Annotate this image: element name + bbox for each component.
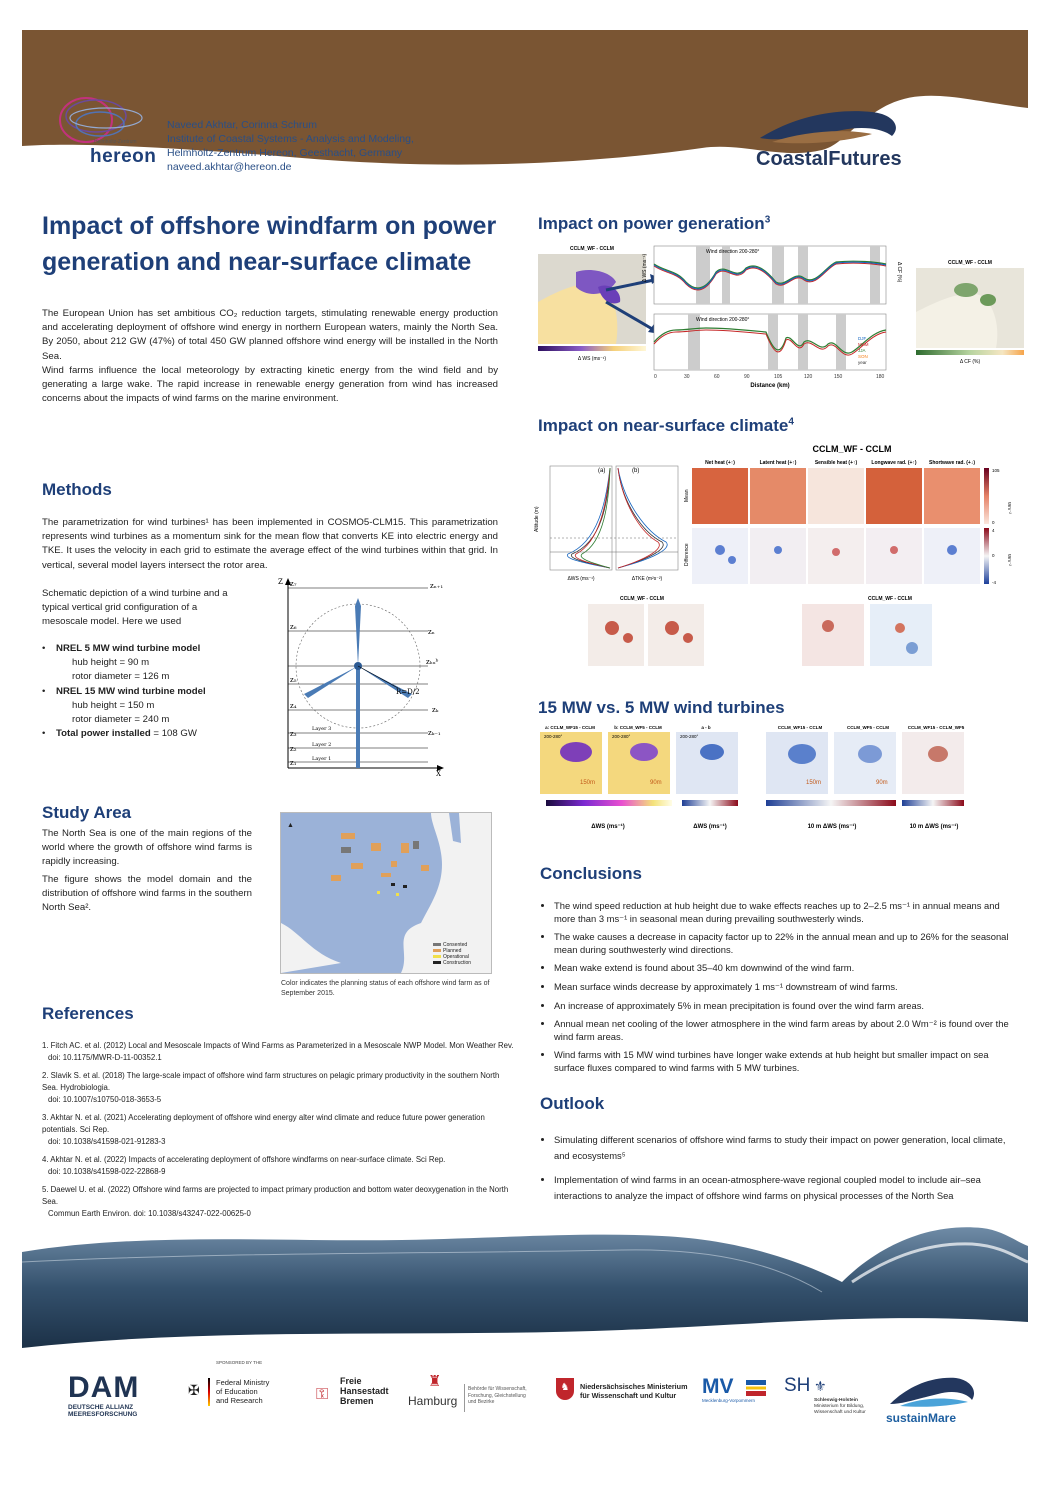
mv-subtitle: Mecklenburg-Vorpommern <box>702 1398 756 1403</box>
cmp-title-r1: CCLM_WF15 - CCLM <box>777 725 823 730</box>
xtick: 120 <box>804 374 813 380</box>
methods-paragraph: The parametrization for wind turbines¹ has been implemented in COSMO5-CLM15. This parametrization represents wind turbines as a momentum sink for the mean flow that converts KE into electric energy and TKE. It uses the velocity in each grid to estimate the average effect of the wind turbines within that grid. In vertical, several model layers intersect the rotor area. <box>42 517 498 571</box>
reference-item <box>42 1184 517 1220</box>
bremen-line: Hansestadt <box>340 1386 389 1396</box>
xtick: 0 <box>654 374 657 380</box>
nrel5-item: • NREL 5 MW wind turbine model <box>42 643 201 654</box>
zn-label: zₙ <box>428 628 435 636</box>
diff-unit: Wm⁻² <box>1007 554 1012 566</box>
outlook-list <box>540 1132 1020 1212</box>
mv-logo <box>702 1376 755 1403</box>
reference-doi[interactable]: doi: 10.1007/s10750-018-3653-5 <box>48 1095 162 1104</box>
power-wind-dir-bottom: Wind direction 200-280° <box>696 317 750 323</box>
map-caption: Color indicates the planning status of each offshore wind farm as of September 2015. <box>281 980 490 997</box>
cmp-title-r3: CCLM_WF15 - CCLM_WF5 <box>907 725 965 730</box>
nrel15-rotor: rotor diameter = 240 m <box>72 714 170 726</box>
power-heading-text: Impact on power generation <box>538 214 765 233</box>
zhub-label: zₕᵤᵇ <box>426 658 439 666</box>
profile-a-label: (a) <box>598 468 606 474</box>
power-cbar-label: Δ WS (ms⁻¹) <box>577 356 607 362</box>
lower-left-title: CCLM_WF - CCLM <box>620 596 664 602</box>
bmbf-line: and Research <box>216 1396 263 1405</box>
sponsored-by: SPONSORED BY THE <box>216 1360 263 1365</box>
cmp-hub-150-r: 150m <box>806 780 822 786</box>
climate-heading <box>538 416 794 436</box>
conclusions-heading: Conclusions <box>540 864 643 883</box>
z5-label: z₅ <box>290 676 297 684</box>
dam-subtitle-1: DEUTSCHE ALLIANZ <box>68 1404 134 1411</box>
z1-label: z₁ <box>290 759 297 767</box>
total-power-item: • Total power installed = 108 GW <box>42 728 197 740</box>
legend-consented: Consented <box>443 942 468 948</box>
cmp-dir-c: 200-280° <box>680 734 699 739</box>
layer3-label: Layer 3 <box>312 726 332 732</box>
bremen-text <box>340 1376 389 1406</box>
sh-wordmark: SH <box>784 1375 811 1396</box>
legend-planned: Planned <box>443 948 462 954</box>
col-sensible-heat: Sensible heat (+↑) <box>814 460 858 466</box>
cmp-title-a: a: CCLM_WF15 - CCLM <box>545 725 595 730</box>
outlook-heading: Outlook <box>540 1094 605 1113</box>
hereon-logo <box>56 90 156 170</box>
hereon-wordmark: hereon <box>90 146 157 167</box>
power-ylabel-right: Δ CF (%) <box>896 262 902 283</box>
bmbf-text <box>216 1378 269 1405</box>
reference-text: 5. Daewel U. et al. (2022) Offshore wind farms are projected to impact primary production and bottom water deoxygenation in the North Sea. <box>42 1185 509 1206</box>
hamburg-line: Behörde für Wissenschaft, <box>468 1386 527 1392</box>
compare-figure <box>536 722 1028 834</box>
sustainmare-wordmark: sustainMare <box>886 1411 957 1425</box>
xtick: 180 <box>876 374 885 380</box>
layer1-label: Layer 1 <box>312 756 332 762</box>
profile-b-xlabel: ΔTKE (m²s⁻²) <box>631 576 663 582</box>
row-mean: Mean <box>684 489 690 502</box>
diff-cbar-mid: 0 <box>992 553 995 558</box>
dam-wordmark: DAM <box>68 1371 140 1404</box>
xtick: 90 <box>744 374 750 380</box>
conclusion-item: • Wind farms with 15 MW wind turbines have longer wake extends at hub height but smaller impact on sea surface fluxes compared to wind farms with 5 MW turbines. <box>554 1049 1020 1074</box>
nrel5-label: NREL 5 MW wind turbine model <box>56 643 201 654</box>
diff-cbar-bottom: -4 <box>992 580 997 585</box>
flag-stripe <box>208 1378 210 1406</box>
cmp-hub-150: 150m <box>580 780 596 786</box>
zk1-label: zₖ₋₁ <box>428 729 441 737</box>
legend-year: year <box>858 360 867 365</box>
power-heading <box>538 214 770 234</box>
reference-item <box>42 1154 517 1178</box>
reference-text: 1. Fitch AC. et al. (2012) Local and Mesoscale Impacts of Wind Farms as Parameterized in a Mesoscale NWP Model. Mon Weather Rev. <box>42 1041 514 1050</box>
reference-item <box>42 1070 517 1106</box>
sh-line: Ministerium für Bildung, <box>814 1404 865 1409</box>
bmbf-line: of Education <box>216 1387 258 1396</box>
z4-label: z₄ <box>290 702 297 710</box>
coastalfutures-wordmark: CoastalFutures <box>756 148 902 170</box>
conclusion-item: • The wake causes a decrease in capacity factor up to 22% in the annual mean and up to 26% for the seasonal mean during southwesterly wind directions. <box>554 931 1020 956</box>
hamburg-divider <box>464 1384 465 1412</box>
map-north-icon: ▲ <box>287 822 294 829</box>
conclusion-item: • The wind speed reduction at hub height due to wake effects reaches up to 2–2.5 ms⁻¹ in annual means and more than 3 ms⁻¹ in seasonal mean during prevailing southwesterly winds. <box>554 900 1020 925</box>
ocean-wave-band <box>22 1222 1028 1348</box>
profile-ylabel: Altitude (m) <box>534 506 540 532</box>
layer2-label: Layer 2 <box>312 742 332 748</box>
xtick: 30 <box>684 374 690 380</box>
intro-paragraph-1: The European Union has set ambitious CO₂ reduction targets, stimulating renewable energy production and accelerating deployment of offshore wind energy in northern European waters, mainly the North Sea. By 2050, about 212 GW (47%) of total 450 GW planned offshore wind energy will be installed in the North Sea. <box>42 308 498 362</box>
zn1-label: zₙ₊₁ <box>430 582 444 590</box>
bmbf-logo <box>186 1360 276 1405</box>
legend-jja: JJA <box>858 348 866 353</box>
hamburg-wordmark: Hamburg <box>408 1394 458 1408</box>
power-xlabel: Distance (km) <box>750 383 790 389</box>
hamburg-line: und Bezirke <box>468 1399 495 1405</box>
hamburg-line: Forschung, Gleichstellung <box>468 1392 526 1399</box>
col-latent-heat: Latent heat (+↑) <box>759 460 797 466</box>
cmp-dir-a: 200-280° <box>544 734 563 739</box>
author-block <box>167 118 414 174</box>
turbine-grid-diagram <box>278 576 448 776</box>
sh-crest-icon: ⚜ <box>814 1378 827 1394</box>
mean-cbar-top: 105 <box>992 468 1000 473</box>
power-ylabel: Δ WS (ms⁻¹) <box>642 253 648 282</box>
reference-item <box>42 1112 517 1148</box>
xtick: 105 <box>774 374 783 380</box>
profile-b-label: (b) <box>632 468 640 474</box>
sh-sub <box>814 1398 866 1416</box>
power-cf-label: Δ CF (%) <box>959 359 981 365</box>
references-heading: References <box>42 1004 134 1023</box>
reference-text: 2. Slavik S. et al. (2018) The large-scale impact of offshore wind farm structures on pelagic primary productivity in the southern North Sea. Hydrobiologia. <box>42 1071 500 1092</box>
reference-text: 4. Akhtar N. et al. (2022) Impacts of accelerating deployment of offshore windfarms on near-surface climate. Sci Rep. <box>42 1155 446 1164</box>
conclusion-item: • An increase of approximately 5% in mean precipitation is found over the wind farm areas. <box>554 1000 1020 1013</box>
conclusion-item: • Mean wake extend is found about 35–40 km downwind of the wind farm. <box>554 962 1020 975</box>
z7-label: z₇ <box>290 580 297 588</box>
total-power-value: = 108 GW <box>153 728 197 740</box>
hamburg-sub <box>468 1386 527 1406</box>
reference-doi[interactable]: doi: 10.1038/s41598-021-91283-3 <box>48 1137 166 1146</box>
cmp-cbar3: 10 m ΔWS (ms⁻¹) <box>807 824 857 830</box>
hamburg-castle-icon: ♜ <box>428 1373 442 1390</box>
conclusions-list <box>540 900 1020 1081</box>
niedersachsen-text <box>580 1382 687 1400</box>
dam-logo <box>68 1372 139 1418</box>
climate-panel-title: CCLM_WF - CCLM <box>812 444 892 454</box>
col-shortwave: Shortwave rad. (+↓) <box>929 460 975 466</box>
zk-label: zₖ <box>432 706 439 714</box>
conclusion-item: • Annual mean net cooling of the lower atmosphere in the wind farm areas by about 2.0 Wm⁻² is found over the wind farm areas. <box>554 1018 1020 1043</box>
wave-logo-icon <box>752 98 922 148</box>
legend-operational: Operational <box>443 954 469 960</box>
reference-item <box>42 1040 517 1064</box>
poster-title: Impact of offshore windfarm on power generation and near-surface climate <box>42 212 497 276</box>
authors: Naveed Akhtar, Corinna Schrum <box>167 119 317 131</box>
xtick: 60 <box>714 374 720 380</box>
legend-djf: DJF <box>858 336 867 341</box>
col-net-heat: Net heat (+↑) <box>705 460 735 466</box>
nrel5-hub: hub height = 90 m <box>72 657 150 669</box>
bremen-key-icon: ⚿ <box>316 1386 329 1403</box>
xtick: 150 <box>834 374 843 380</box>
sh-line: Schleswig-Holstein <box>814 1398 858 1403</box>
total-power-label: Total power installed <box>56 728 151 740</box>
coastalfutures-logo <box>752 98 922 178</box>
reference-doi[interactable]: doi: 10.1038/s41598-022-22868-9 <box>48 1167 166 1176</box>
lower-right-title: CCLM_WF - CCLM <box>868 596 912 602</box>
intro-paragraph-2: Wind farms influence the local meteorology by extracting kinetic energy from the wind field and by generating a large wake. The rapid increase in renewable energy generation from wind has increased concerns about the impacts of wind farms on the marine environment. <box>42 365 498 405</box>
compare-heading: 15 MW vs. 5 MW wind turbines <box>538 698 785 717</box>
bremen-line: Freie <box>340 1376 362 1386</box>
nrel15-label: NREL 15 MW wind turbine model <box>56 685 206 697</box>
bremen-line: Bremen <box>340 1396 374 1406</box>
power-map-title-right: CCLM_WF - CCLM <box>948 260 992 266</box>
outlook-item: • Simulating different scenarios of offshore wind farms to study their impact on power generation, local climate, and ecosystems⁵ <box>554 1132 1020 1163</box>
cmp-cbar2: ΔWS (ms⁻¹) <box>693 824 727 830</box>
mean-unit: Wm⁻² <box>1007 502 1012 514</box>
reference-list <box>42 1040 517 1226</box>
niedersachsen-line: Niedersächsisches Ministerium <box>580 1382 688 1391</box>
reference-doi[interactable]: doi: 10.1175/MWR-D-11-00352.1 <box>48 1053 162 1062</box>
mv-flag-icon <box>746 1380 766 1396</box>
mv-wordmark: MV <box>702 1375 734 1398</box>
climate-heading-ref: 4 <box>788 416 794 428</box>
legend-son: SON <box>858 354 868 359</box>
hereon-small-text: Helmholtz-Zentrum <box>94 139 137 145</box>
niedersachsen-horse-icon: ♞ <box>556 1378 574 1400</box>
profile-a-xlabel: ΔWS (ms⁻¹) <box>567 576 595 582</box>
cmp-hub-90-r: 90m <box>876 780 888 786</box>
mean-cbar-bottom: 0 <box>992 520 995 525</box>
radius-label: R=D/2 <box>396 688 420 696</box>
cmp-title-b: b: CCLM_WF5 - CCLM <box>614 725 662 730</box>
methods-heading: Methods <box>42 480 112 499</box>
power-wind-dir-top: Wind direction 200-280° <box>706 249 760 255</box>
sh-logo <box>784 1375 894 1415</box>
legend-construction: Construction <box>443 960 472 966</box>
col-longwave: Longwave rad. (+↑) <box>871 460 917 466</box>
dam-subtitle-2: MEERESFORSCHUNG <box>68 1411 138 1418</box>
power-heading-ref: 3 <box>764 214 771 226</box>
bmbf-line: Federal Ministry <box>216 1378 270 1387</box>
climate-figure <box>532 442 1028 672</box>
outlook-item: • Implementation of wind farms in an ocean-atmosphere-wave regional coupled model to include air–sea interactions to analyze the impact of offshore wind farms on physical processes of the North Sea <box>554 1172 1020 1203</box>
study-paragraph-2: The figure shows the model domain and the distribution of offshore wind farms in the southern North Sea². <box>42 874 252 914</box>
eagle-icon: ✠ <box>188 1382 200 1398</box>
z6-label: z₆ <box>290 623 297 631</box>
x-axis-label: X <box>436 770 441 776</box>
institute: Institute of Coastal Systems - Analysis and Modeling, <box>167 133 414 145</box>
cmp-title-r2: CCLM_WF5 - CCLM <box>847 725 889 730</box>
reference-doi[interactable]: Commun Earth Environ. doi: 10.1038/s43247-022-00625-0 <box>48 1209 251 1218</box>
schematic-description: Schematic depiction of a wind turbine and a typical vertical grid configuration of a mesoscale model. Here we used <box>42 588 228 628</box>
study-area-heading: Study Area <box>42 803 132 822</box>
z-axis-label: Z <box>278 578 283 586</box>
email-link[interactable]: naveed.akhtar@hereon.de <box>167 161 292 173</box>
turbine-list <box>42 642 272 741</box>
nrel15-item: • NREL 15 MW wind turbine model <box>42 685 206 697</box>
cmp-cbar4: 10 m ΔWS (ms⁻¹) <box>909 824 959 830</box>
north-sea-map <box>280 812 492 974</box>
sustainmare-wave-icon <box>886 1372 982 1408</box>
sustainmare-logo <box>886 1372 986 1425</box>
conclusion-item: • Mean surface winds decrease by approximately 1 ms⁻¹ downstream of wind farms. <box>554 981 1020 994</box>
z2-label: z₂ <box>290 745 297 753</box>
z3-label: z₃ <box>290 730 297 738</box>
row-difference: Difference <box>684 543 690 566</box>
sh-line: Wissenschaft und Kultur <box>814 1410 866 1415</box>
reference-text: 3. Akhtar N. et al. (2021) Accelerating deployment of offshore wind energy alter wind climate and reduce future power generation potentials. Sci Rep. <box>42 1113 485 1134</box>
nrel15-hub: hub height = 150 m <box>72 699 155 711</box>
diff-cbar-top: 4 <box>992 528 995 533</box>
niedersachsen-line: für Wissenschaft und Kultur <box>580 1391 677 1400</box>
climate-heading-text: Impact on near-surface climate <box>538 416 789 435</box>
power-figure <box>536 242 1028 392</box>
legend-mam: MAM <box>858 342 869 347</box>
cmp-dir-b: 200-280° <box>612 734 631 739</box>
cmp-title-ab: a - b <box>701 725 711 730</box>
nrel5-rotor: rotor diameter = 126 m <box>72 671 170 683</box>
cmp-hub-90: 90m <box>650 780 662 786</box>
center: Helmholtz-Zentrum Hereon, Geesthacht, Germany <box>167 147 403 159</box>
study-paragraph-1: The North Sea is one of the main regions of the world where the growth of offshore wind farms is rapidly increasing. <box>42 828 252 868</box>
cmp-cbar1: ΔWS (ms⁻¹) <box>591 824 625 830</box>
power-map-title: CCLM_WF - CCLM <box>570 246 614 252</box>
